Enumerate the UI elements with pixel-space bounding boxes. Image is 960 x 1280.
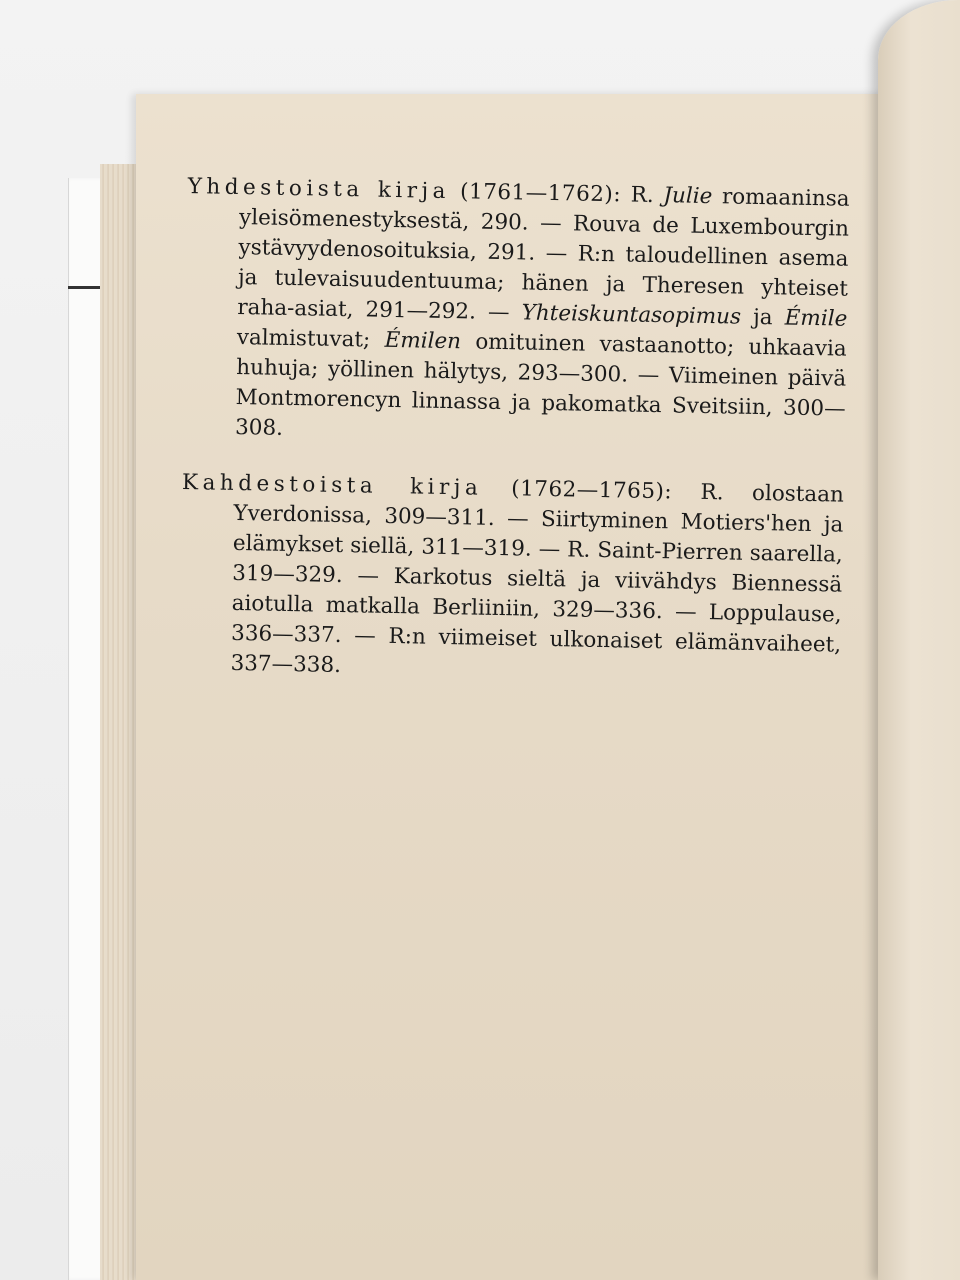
book-page xyxy=(136,94,886,1280)
toc-entry-book-eleven xyxy=(183,172,850,455)
entry-years: (1762—1765): xyxy=(482,475,673,505)
jacket-rule-line xyxy=(68,286,102,289)
segment-4: ja xyxy=(740,304,785,331)
toc-entry-book-twelve xyxy=(178,468,844,691)
segment-6: valmistuvat; xyxy=(236,324,385,353)
segment-2: romaaninsa yleisömenestyksestä, 290. — Rouva de Luxembourgin ystävyydenosoituksia, 291. — R:n taloudellinen asema ja tulevaisuudentuuma; hänen ja Theresen yhteiset raha-asiat, 291—292. — xyxy=(237,184,850,326)
entry-years: (1761—1762): xyxy=(449,179,622,208)
segment-julie: Julie xyxy=(663,183,713,210)
segment-0: R. olostaan Yverdonissa, 309—311. — Siirtyminen Motiers'hen ja elämykset siellä, 311—319. — R. Saint-Pierren saarella, 319—329. — Karkotus sieltä ja viivähdys Biennessä aiotulla matkalla Berliiniin, 329—336. — Loppulause, 336—337. — R:n viimeiset ulkonaiset elämänvaiheet, 337—338. xyxy=(230,479,845,679)
segment-yhteiskuntasopimus: Yhteiskuntasopimus xyxy=(521,300,742,330)
entry-title: Yhdestoista kirja xyxy=(187,173,451,205)
segment-8: omituinen vastaanotto; uhkaavia huhuja; yöllinen hälytys, 293—300. — Viimeinen päivä Montmorencyn linnassa ja pakomatka Sveitsiin, 300—308. xyxy=(234,329,847,441)
segment-emilen: Émilen xyxy=(384,327,462,355)
facing-page-curl xyxy=(878,0,960,1280)
page-stack-edges xyxy=(100,164,140,1280)
table-of-contents-text xyxy=(178,172,850,717)
segment-0: R. xyxy=(620,182,664,209)
segment-emile: Émile xyxy=(784,305,848,332)
entry-title: Kahdestoista kirja xyxy=(181,469,483,501)
